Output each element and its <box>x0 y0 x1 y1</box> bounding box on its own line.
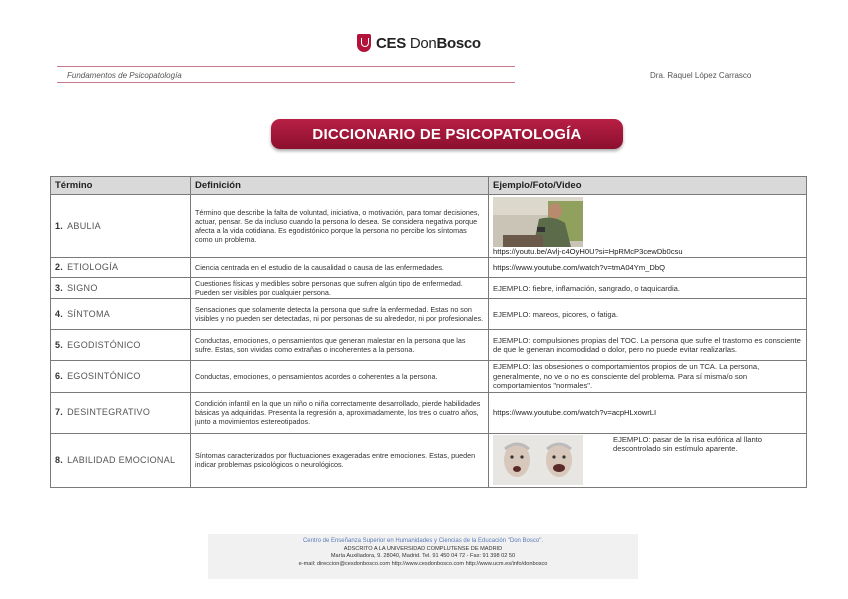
table-row <box>51 195 807 258</box>
term-cell: 4. SÍNTOMA <box>51 299 191 330</box>
shield-logo-icon <box>357 34 371 52</box>
abulia-video-link[interactable]: https://youtu.be/Avlj-c4OyH0U?si=HpRMcP3cewDb0csu <box>493 247 683 256</box>
institution-footer <box>208 534 638 579</box>
term-cell: 7. DESINTEGRATIVO <box>51 392 191 433</box>
footer-line-4: e-mail: direccion@cesdonbosco.com http://www.cesdonbosco.com http://www.ucm.es/info/donbosco <box>298 560 548 567</box>
course-title: Fundamentos de Psicopatología <box>67 71 182 80</box>
header-term: Término <box>51 177 191 195</box>
dictionary-title-banner: DICCIONARIO DE PSICOPATOLOGÍA <box>271 119 623 149</box>
table-row <box>51 392 807 433</box>
definition-cell: Sensaciones que solamente detecta la persona que sufre la enfermedad. Estas no son visibles y no pueden ser detectadas, ni por personas de su alrededor, ni por profesionales. <box>191 299 489 330</box>
example-cell <box>489 433 807 487</box>
etiologia-video-link[interactable]: https://www.youtube.com/watch?v=tmA04Ym_DbQ <box>493 263 665 273</box>
ces-don-bosco-logo <box>357 34 481 52</box>
example-cell: EJEMPLO: las obsesiones o comportamientos propios de un TCA. La persona, generalmente, no ve o no es consciente del problema. Para sí misma/o son comportamientos "normales". <box>489 361 807 392</box>
logo-text: CES DonBosco <box>376 34 481 52</box>
header-rule-bottom <box>57 82 515 83</box>
table-row <box>51 278 807 299</box>
table-row <box>51 433 807 487</box>
header-example: Ejemplo/Foto/Video <box>489 177 807 195</box>
table-row <box>51 330 807 361</box>
example-cell <box>489 392 807 433</box>
example-cell <box>489 195 807 258</box>
definition-cell: Cuestiones físicas y medibles sobre personas que sufren algún tipo de enfermedad. Pueden ser visibles por cualquier persona. <box>191 278 489 299</box>
term-cell: 1. ABULIA <box>51 195 191 258</box>
footer-line-1: Centro de Enseñanza Superior en Humanidades y Ciencias de la Educación "Don Bosco". <box>302 538 544 544</box>
labilidad-example-text: EJEMPLO: pasar de la risa eufórica al llanto descontrolado sin estímulo aparente. <box>613 434 762 454</box>
table-row <box>51 299 807 330</box>
header-rule-top <box>57 66 515 67</box>
table-header-row <box>51 177 807 195</box>
example-cell: EJEMPLO: mareos, picores, o fatiga. <box>489 299 807 330</box>
man-on-phone-photo <box>493 197 583 247</box>
header-definition: Definición <box>191 177 489 195</box>
footer-line-2: ADSCRITO A LA UNIVERSIDAD COMPLUTENSE DE MADRID <box>343 545 503 552</box>
definition-cell: Término que describe la falta de voluntad, iniciativa, o motivación, para tomar decisiones, actuar, pensar. Se da incluso cuando la persona lo desea. Se considera negativa porque afecta a la vida cotidiana. Es egodistónico porque la persona no percibe los síntomas como un problema. <box>191 195 489 258</box>
definition-cell: Síntomas caracterizados por fluctuaciones exageradas entre emociones. Estas, pueden indicar problemas psicológicos o neurológicos. <box>191 433 489 487</box>
term-cell: 5. EGODISTÓNICO <box>51 330 191 361</box>
desintegrativo-video-link[interactable]: https://www.youtube.com/watch?v=acpHLxowrLI <box>493 408 657 418</box>
example-cell <box>489 258 807 278</box>
example-cell: EJEMPLO: fiebre, inflamación, sangrado, o taquicardia. <box>489 278 807 299</box>
definition-cell: Ciencia centrada en el estudio de la causalidad o causa de las enfermedades. <box>191 258 489 278</box>
definition-cell: Conductas, emociones, o pensamientos que generan malestar en la persona que las sufre. Estas, son vividas como extrañas o incoherentes a la persona. <box>191 330 489 361</box>
footer-line-3: María Auxiliadora, 9. 28040, Madrid. Tel. 91 450 04 72 - Fax: 91 398 02 50 <box>330 553 516 559</box>
term-cell: 6. EGOSINTÓNICO <box>51 361 191 392</box>
example-cell: EJEMPLO: compulsiones propias del TOC. La persona que sufre el trastorno es consciente de que le generan incomodidad o dolor, pero no puede evitar realizarlas. <box>489 330 807 361</box>
term-cell: 2. ETIOLOGÍA <box>51 258 191 278</box>
definition-cell: Condición infantil en la que un niño o niña correctamente desarrollado, pierde habilidades básicas ya adquiridas. Presenta la regresión a, aproximadamente, los tres o cuatro años, junto a movimientos estereotipados. <box>191 392 489 433</box>
author-name: Dra. Raquel López Carrasco <box>650 71 752 80</box>
term-cell: 8. LABILIDAD EMOCIONAL <box>51 433 191 487</box>
dictionary-table <box>50 176 807 488</box>
table-row <box>51 361 807 392</box>
definition-cell: Conductas, emociones, o pensamientos acordes o coherentes a la persona. <box>191 361 489 392</box>
laughing-crying-faces-photo <box>493 435 583 485</box>
table-row <box>51 258 807 278</box>
term-cell: 3. SIGNO <box>51 278 191 299</box>
